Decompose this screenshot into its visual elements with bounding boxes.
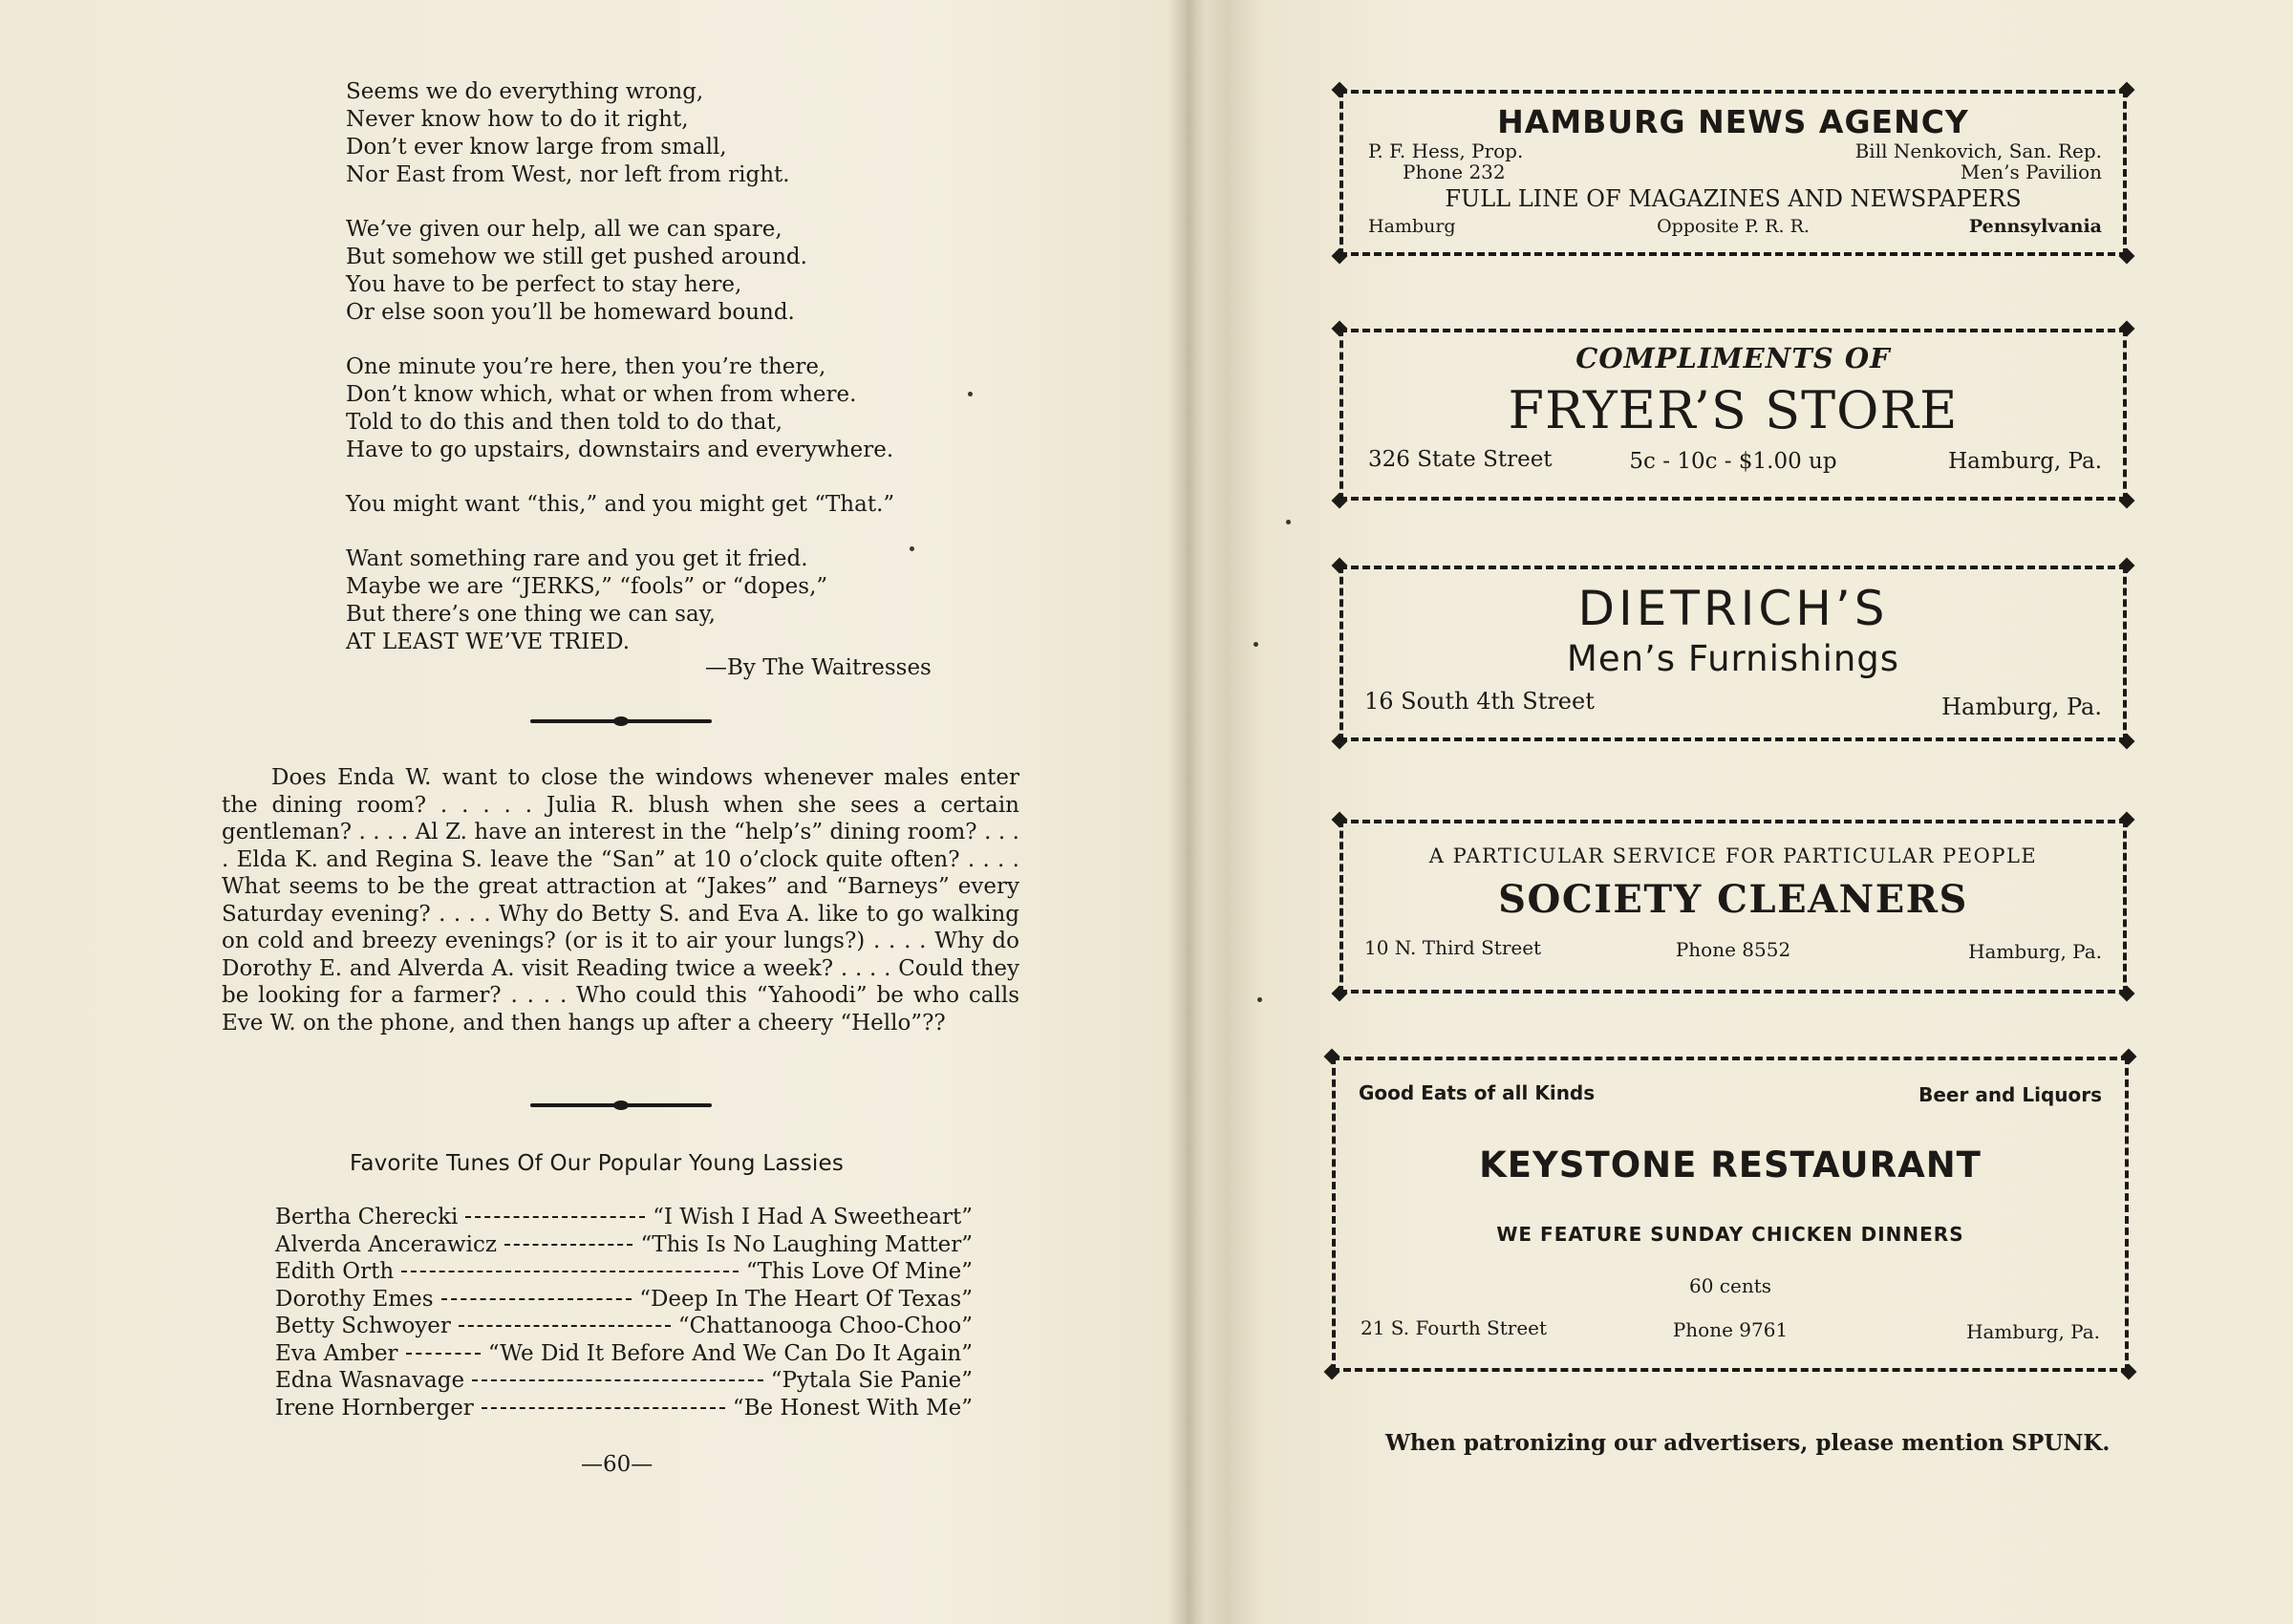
ad-hamburg-news-agency xyxy=(1339,90,2127,256)
tune-person: Edna Wasnavage xyxy=(275,1368,465,1393)
ad-address: 10 N. Third Street xyxy=(1364,936,1542,959)
poem-line: Or else soon you’ll be homeward bound. xyxy=(346,300,795,325)
dashed-leader xyxy=(482,1407,725,1409)
tune-person: Bertha Cherecki xyxy=(275,1205,459,1229)
ad-address: 21 S. Fourth Street xyxy=(1361,1316,1548,1339)
ad-phone: Phone 8552 xyxy=(1675,938,1791,961)
ad-address: 326 State Street xyxy=(1368,447,1553,472)
tune-row xyxy=(275,1204,973,1231)
poem-line: Maybe we are “JERKS,” “fools” or “dopes,” xyxy=(346,574,828,599)
ad-title: FRYER’S STORE xyxy=(1508,380,1959,440)
poem-stanza xyxy=(346,216,1015,327)
dashed-leader xyxy=(401,1271,739,1272)
paper-speck xyxy=(1254,642,1258,647)
ad-phone: Phone 9761 xyxy=(1672,1318,1789,1341)
ad-prices: 5c - 10c - $1.00 up xyxy=(1629,449,1837,474)
ad-address: 16 South 4th Street xyxy=(1364,688,1595,715)
paper-speck xyxy=(968,392,973,396)
poem-line: One minute you’re here, then you’re there, xyxy=(346,354,826,379)
ad-slogan-right: Beer and Liquors xyxy=(1918,1083,2102,1106)
ad-title: SOCIETY CLEANERS xyxy=(1498,877,1968,922)
paper-speck xyxy=(1257,997,1262,1002)
poem-stanza xyxy=(346,545,1015,656)
poem-line: But there’s one thing we can say, xyxy=(346,602,716,627)
poem-line: Seems we do everything wrong, xyxy=(346,79,704,104)
divider-dot xyxy=(613,716,629,726)
poem-line: Don’t ever know large from small, xyxy=(346,135,727,160)
tune-song: “This Love Of Mine” xyxy=(745,1259,973,1284)
paper-speck xyxy=(1286,520,1291,524)
page-number: —60— xyxy=(581,1452,654,1477)
ad-city: Hamburg xyxy=(1368,216,1456,237)
ad-price: 60 cents xyxy=(1688,1274,1772,1297)
divider-dot xyxy=(613,1100,629,1110)
ad-tagline: A PARTICULAR SERVICE FOR PARTICULAR PEOPLE xyxy=(1428,844,2038,867)
dashed-leader xyxy=(504,1244,633,1246)
tune-row xyxy=(275,1258,973,1286)
poem-attribution: —By The Waitresses xyxy=(705,655,932,680)
ad-fryers-store xyxy=(1339,329,2127,501)
dashed-leader xyxy=(441,1298,632,1300)
poem xyxy=(346,78,1015,683)
tune-person: Eva Amber xyxy=(275,1340,398,1366)
tune-song: “I Wish I Had A Sweetheart” xyxy=(653,1205,973,1229)
tune-person: Dorothy Emes xyxy=(275,1286,434,1312)
advertisers-footer-note: When patronizing our advertisers, please mention SPUNK. xyxy=(1385,1430,2111,1456)
ad-city: Hamburg, Pa. xyxy=(1948,449,2102,474)
poem-line: Nor East from West, nor left from right. xyxy=(346,162,790,187)
tune-song: “We Did It Before And We Can Do It Again” xyxy=(487,1340,973,1366)
tune-song: “Chattanooga Choo-Choo” xyxy=(677,1314,973,1338)
ad-city: Hamburg, Pa. xyxy=(1968,940,2102,963)
tune-row xyxy=(275,1286,973,1314)
tune-row xyxy=(275,1340,973,1368)
poem-stanza xyxy=(346,353,1015,464)
dashed-leader xyxy=(459,1325,671,1327)
tune-song: “Be Honest With Me” xyxy=(732,1395,973,1421)
tune-person: Betty Schwoyer xyxy=(275,1314,451,1338)
tune-row xyxy=(275,1313,973,1340)
tunes-list xyxy=(275,1204,973,1421)
poem-line: But somehow we still get pushed around. xyxy=(346,245,807,269)
ad-title: KEYSTONE RESTAURANT xyxy=(1479,1144,1982,1186)
poem-line: Never know how to do it right, xyxy=(346,107,689,132)
tune-row xyxy=(275,1395,973,1422)
ad-slogan-left: Good Eats of all Kinds xyxy=(1359,1081,1596,1104)
poem-line: You might want “this,” and you might get “That.” xyxy=(346,492,895,517)
tune-row xyxy=(275,1231,973,1259)
poem-line: Have to go upstairs, downstairs and everywhere. xyxy=(346,438,894,462)
ad-title: HAMBURG NEWS AGENCY xyxy=(1497,103,1969,140)
poem-line: You have to be perfect to stay here, xyxy=(346,272,742,297)
tune-song: “Deep In The Heart Of Texas” xyxy=(639,1286,973,1312)
dashed-leader xyxy=(472,1379,763,1381)
ad-heading: COMPLIMENTS OF xyxy=(1575,342,1891,374)
ad-city: Hamburg, Pa. xyxy=(1941,694,2102,720)
tune-person: Edith Orth xyxy=(275,1259,395,1284)
tune-song: “Pytala Sie Panie” xyxy=(770,1368,973,1393)
tune-person: Alverda Ancerawicz xyxy=(275,1231,497,1257)
dashed-leader xyxy=(406,1353,481,1355)
tune-person: Irene Hornberger xyxy=(275,1395,474,1421)
ad-proprietor: P. F. Hess, Prop. xyxy=(1368,139,1524,162)
poem-stanza xyxy=(346,491,1015,519)
ad-title: DIETRICH’S xyxy=(1577,581,1889,636)
ad-dietrichs xyxy=(1339,566,2127,741)
poem-line: We’ve given our help, all we can spare, xyxy=(346,217,782,242)
poem-line: Don’t know which, what or when from where. xyxy=(346,382,857,407)
ad-phone: Phone 232 xyxy=(1403,160,1506,183)
poem-line: Told to do this and then told to do that, xyxy=(346,410,783,435)
ad-location: Men’s Pavilion xyxy=(1960,160,2102,183)
ad-address: Opposite P. R. R. xyxy=(1657,216,1810,237)
poem-line: Want something rare and you get it fried. xyxy=(346,546,808,571)
ad-rep: Bill Nenkovich, San. Rep. xyxy=(1854,139,2102,162)
tunes-title: Favorite Tunes Of Our Popular Young Lassies xyxy=(350,1151,845,1176)
ad-feature: WE FEATURE SUNDAY CHICKEN DINNERS xyxy=(1496,1223,1964,1246)
tune-song: “This Is No Laughing Matter” xyxy=(640,1231,973,1257)
gossip-column: Does Enda W. want to close the windows whenever males enter the dining room? . . . . . Julia R. blush when she sees a certain gentleman? . . . . Al Z. have an interest in the “help’s” dining room? . . . . Elda K. and Regina S. leave the “San” at 10 o’clock quite often? . . . . What seems to be the great attraction at “Jakes” and “Barneys” every Saturday evening? . . . . Why do Betty S. and Eva A. like to go walking on cold and breezy evenings? (or is it to air your lungs?) . . . . Why do Dorothy E. and Alverda A. visit Reading twice a week? . . . . Could they be looking for a farmer? . . . . Who could this “Yahoodi” be who calls Eve W. on the phone, and then hangs up after a cheery “Hello”?? xyxy=(222,765,1019,1036)
poem-stanza xyxy=(346,78,1015,189)
ad-state: Pennsylvania xyxy=(1968,216,2102,237)
poem-line: AT LEAST WE’VE TRIED. xyxy=(346,630,631,654)
tune-row xyxy=(275,1367,973,1395)
section-divider-ornament xyxy=(530,1100,712,1110)
dashed-leader xyxy=(465,1216,645,1218)
ad-subtitle: Men’s Furnishings xyxy=(1566,638,1900,679)
ad-society-cleaners xyxy=(1339,820,2127,994)
section-divider-ornament xyxy=(530,716,712,726)
paper-speck xyxy=(910,546,914,551)
ad-city: Hamburg, Pa. xyxy=(1966,1320,2100,1343)
ad-keystone-restaurant xyxy=(1332,1057,2129,1372)
ad-tagline: FULL LINE OF MAGAZINES AND NEWSPAPERS xyxy=(1445,185,2022,212)
